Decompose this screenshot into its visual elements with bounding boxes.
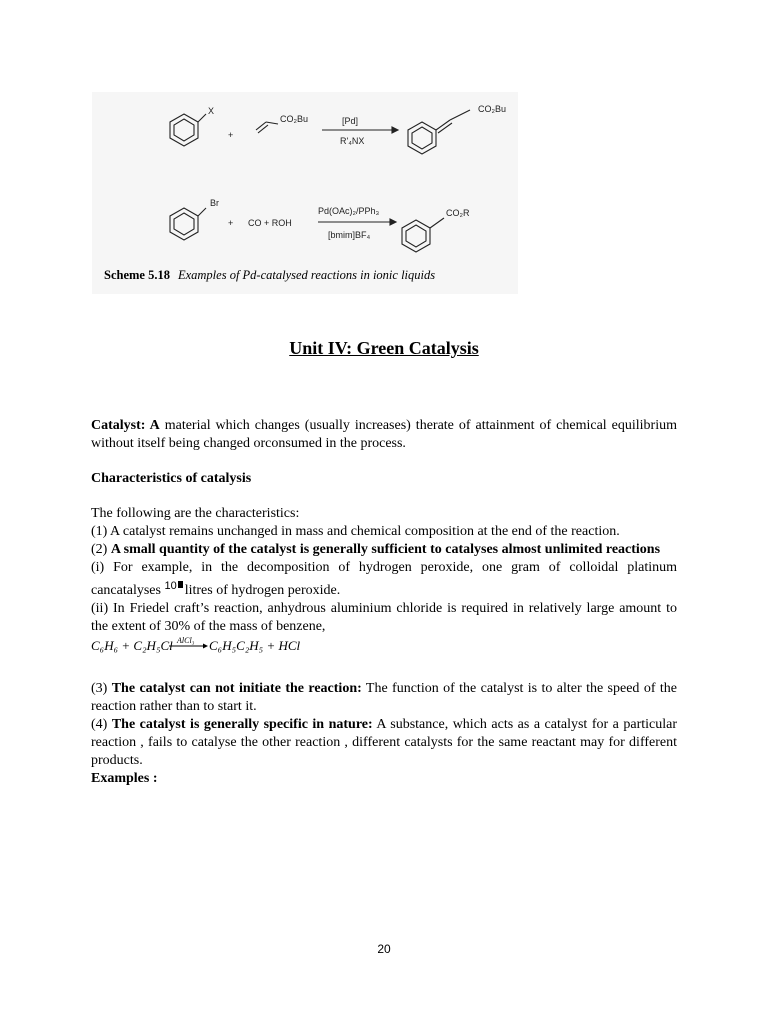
equation-drawing <box>91 636 391 660</box>
product-co2r: CO₂R <box>446 208 470 218</box>
scheme-caption <box>104 268 435 283</box>
document-body <box>91 417 677 788</box>
arrow-below-1: R'₄NX <box>340 136 365 146</box>
product-co2bu: CO₂Bu <box>478 104 507 114</box>
reagent-co-roh: CO + ROH <box>248 218 292 228</box>
example-ii: (ii) In Friedel craft’s reaction, anhydrous aluminium chloride is required in relatively large amount to the extent of 30% of the mass of benzene, <box>91 601 677 634</box>
caption-text: Examples of Pd-catalysed reactions in ionic liquids <box>177 268 436 282</box>
item-4-bold: The catalyst is generally specific in nature: <box>111 717 373 732</box>
arrow-below-2: [bmim]BF₄ <box>328 230 371 240</box>
catalyst-label: Catalyst: A <box>91 418 160 433</box>
plus-1: + <box>228 130 234 140</box>
caption-label: Scheme 5.18 <box>104 268 170 282</box>
arrow-above-2: Pd(OAc)₂/PPh₃ <box>318 206 380 216</box>
exponent-blot <box>178 581 183 588</box>
intro-line: The following are the characteristics: <box>91 506 300 521</box>
substituent-x: X <box>208 106 215 116</box>
item-2-bold: A small quantity of the catalyst is generally sufficient to catalyses almost unlimited reactions <box>110 542 661 557</box>
unit-heading: Unit IV: Green Catalysis <box>289 338 479 358</box>
arrow-above-1: [Pd] <box>342 116 359 126</box>
example-i: (i) For example, in the decomposition of hydrogen peroxide, one gram of colloidal platinum cancatalyses $^{10}$ litres of hydrogen peroxide. <box>91 560 677 598</box>
item-3: (3) The catalyst can not initiate the reaction: The function of the catalyst is to alter the speed of the reaction rather than to start it. <box>91 681 677 714</box>
benzene-ring-2 <box>170 208 206 240</box>
catalyst-definition-text: material which changes (usually increases) therate of attainment of chemical equilibrium without itself being changed orconsumed in the process. <box>91 418 677 451</box>
reaction-scheme-figure <box>92 92 518 294</box>
examples-label: Examples : <box>91 771 158 786</box>
equation-left: C₆H₆ + C₂H₅Cl <box>91 638 173 653</box>
equation-arrow-label: AlCl₃ <box>177 636 195 645</box>
power-of-ten: 10 <box>164 580 177 592</box>
item-4: (4) The catalyst is generally specific in nature: A substance, which acts as a catalyst for a particular reaction , fails to catalyse the other reaction , different catalysts for the same reactant may for different products. <box>91 717 678 768</box>
item-3-bold: The catalyst can not initiate the reaction: <box>111 681 362 696</box>
plus-2: + <box>228 218 234 228</box>
substituent-br: Br <box>210 198 219 208</box>
reaction-scheme-drawing <box>92 92 518 294</box>
benzene-ring-product-2 <box>402 218 444 252</box>
page-number: 20 <box>377 942 391 956</box>
reagent-co2bu: CO₂Bu <box>280 114 309 124</box>
item-1: (1) A catalyst remains unchanged in mass and chemical composition at the end of the reaction. <box>91 524 620 539</box>
benzene-ring-product-1 <box>408 110 470 154</box>
benzene-ring-1 <box>170 114 206 146</box>
friedel-crafts-equation <box>91 636 677 660</box>
characteristics-heading: Characteristics of catalysis <box>91 471 252 486</box>
equation-right: C₆H₅C₂H₅ + HCl <box>209 638 301 653</box>
catalyst-definition <box>91 417 677 453</box>
item-2: (2) A small quantity of the catalyst is generally sufficient to catalyses almost unlimited reactions <box>91 542 661 557</box>
butyl-acrylate <box>256 122 278 133</box>
